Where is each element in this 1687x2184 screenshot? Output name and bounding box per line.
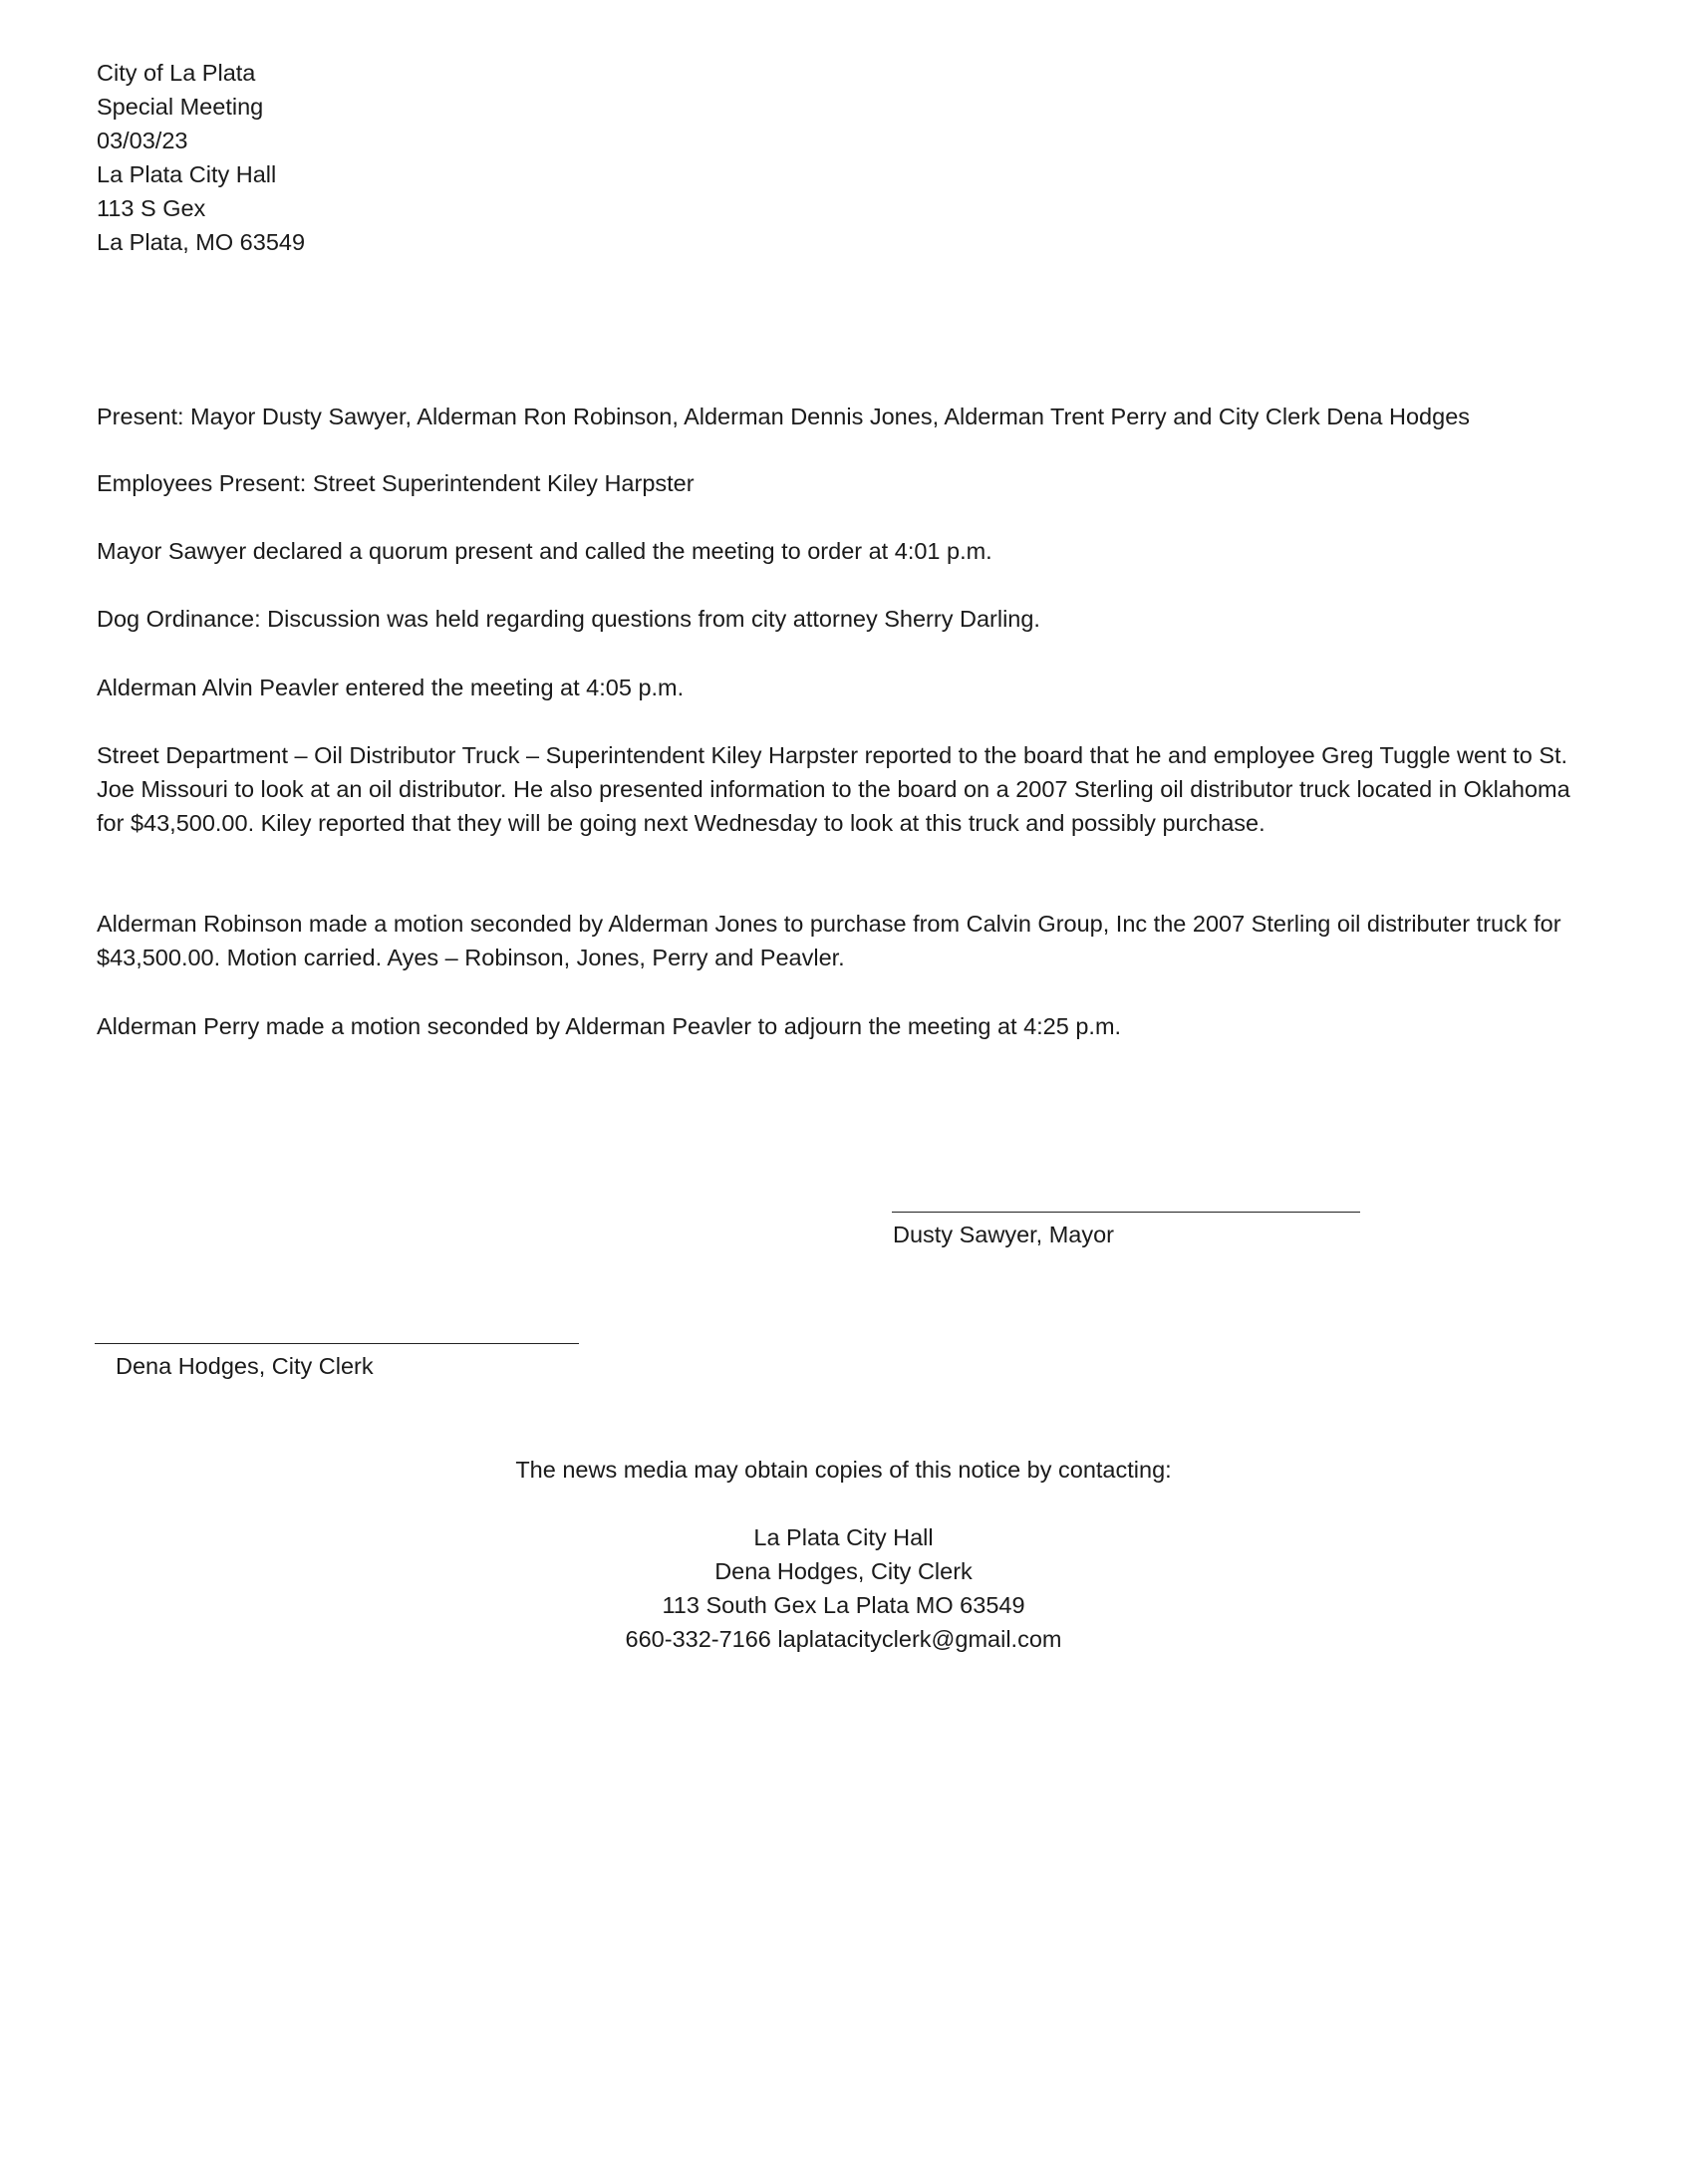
header-street: 113 S Gex [97,195,206,221]
header-meeting-type: Special Meeting [97,94,264,120]
mayor-signature-label: Dusty Sawyer, Mayor [893,1222,1115,1247]
alderman-entered-paragraph: Alderman Alvin Peavler entered the meeting at 4:05 p.m. [97,675,685,700]
motion-purchase-paragraph: Alderman Robinson made a motion seconded by Alderman Jones to purchase from Calvin Group, Inc the 2007 Sterling oil distributer truck for $43,500.00. Motion carried. Ayes – Robinson, Jones, Perry and Peavler. [97,911,1561,970]
header-city: City of La Plata [97,60,256,86]
contact-block [0,1520,1687,1656]
clerk-signature-line [95,1343,579,1344]
media-notice: The news media may obtain copies of this notice by contacting: [515,1457,1172,1483]
meeting-header [97,56,305,259]
motion-adjourn-paragraph: Alderman Perry made a motion seconded by Alderman Peavler to adjourn the meeting at 4:25 p.m. [97,1013,1122,1039]
header-date: 03/03/23 [97,128,188,153]
header-location: La Plata City Hall [97,161,277,187]
employees-present-paragraph: Employees Present: Street Superintendent Kiley Harpster [97,470,695,496]
street-department-paragraph: Street Department – Oil Distributor Truck – Superintendent Kiley Harpster reported to the board that he and employee Greg Tuggle went to St. Joe Missouri to look at an oil distributor. He also presented information to the board on a 2007 Sterling oil distributor truck located in Oklahoma for $43,500.00. Kiley reported that they will be going next Wednesday to look at this truck and possibly purchase. [97,742,1570,836]
dog-ordinance-paragraph: Dog Ordinance: Discussion was held regarding questions from city attorney Sherry Darling. [97,606,1040,632]
contact-address: 113 South Gex La Plata MO 63549 [662,1592,1025,1618]
call-to-order-paragraph: Mayor Sawyer declared a quorum present and called the meeting to order at 4:01 p.m. [97,538,992,564]
contact-phone-email: 660-332-7166 laplatacityclerk@gmail.com [625,1626,1062,1652]
present-paragraph: Present: Mayor Dusty Sawyer, Alderman Ron Robinson, Alderman Dennis Jones, Alderman Trent Perry and City Clerk Dena Hodges [97,404,1471,429]
contact-office: La Plata City Hall [753,1524,934,1550]
contact-clerk: Dena Hodges, City Clerk [714,1558,973,1584]
clerk-signature-label: Dena Hodges, City Clerk [116,1353,374,1379]
header-city-state-zip: La Plata, MO 63549 [97,229,306,255]
mayor-signature-line [892,1212,1360,1213]
